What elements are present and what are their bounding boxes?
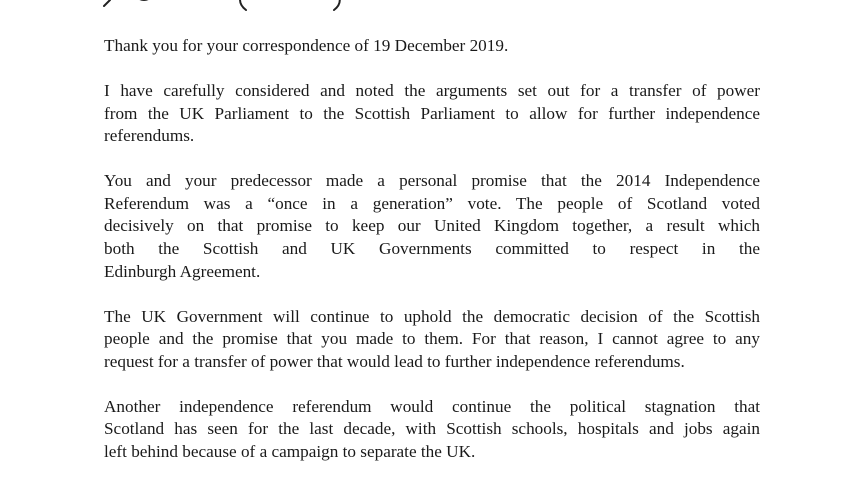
paragraph-uphold [104, 306, 760, 374]
paragraph-line: decisively on that promise to keep our United Kingdom together, a result which [104, 216, 760, 236]
paragraph-arguments [104, 80, 760, 148]
paragraph-line: Thank you for your correspondence of 19 December 2019. [104, 36, 509, 55]
paragraph-line: You and your predecessor made a personal promise that the 2014 Independence [104, 171, 760, 191]
paragraph-thanks [104, 35, 760, 58]
paragraph-line: Another independence referendum would continue the political stagnation that [104, 396, 760, 416]
paragraph-line: from the UK Parliament to the Scottish Parliament to allow for further independence [104, 103, 760, 123]
letter-body [104, 35, 760, 463]
paragraph-line: people and the promise that you made to them. For that reason, I cannot agree to any [104, 329, 760, 349]
paragraph-line: The UK Government will continue to uphold the democratic decision of the Scottish [104, 306, 760, 326]
paragraph-promise [104, 170, 760, 283]
paragraph-line: Scotland has seen for the last decade, with Scottish schools, hospitals and jobs again [104, 419, 760, 439]
paragraph-line: I have carefully considered and noted the arguments set out for a transfer of power [104, 80, 760, 100]
paragraph-line: Edinburgh Agreement. [104, 261, 261, 281]
handwritten-salutation-scribble [96, 0, 366, 12]
paragraph-stagnation [104, 396, 760, 464]
paragraph-line: request for a transfer of power that would lead to further independence referendums. [104, 351, 685, 371]
paragraph-line: left behind because of a campaign to separate the UK. [104, 441, 476, 461]
paragraph-line: Referendum was a “once in a generation” vote. The people of Scotland voted [104, 193, 760, 213]
paragraph-line: referendums. [104, 126, 195, 146]
paragraph-line: both the Scottish and UK Governments committed to respect in the [104, 238, 760, 258]
